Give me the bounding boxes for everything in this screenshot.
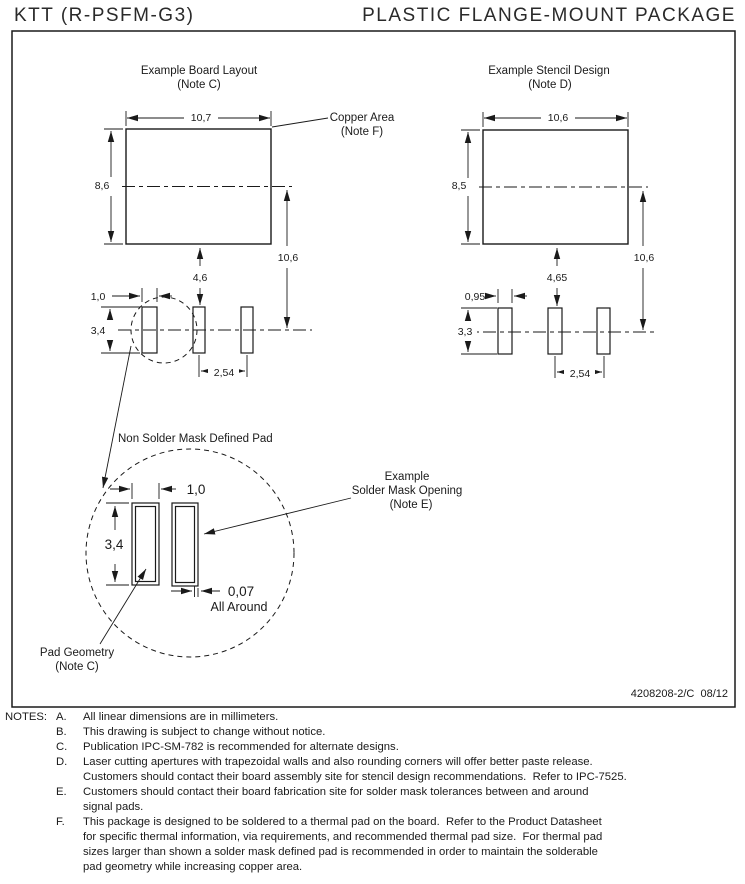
svg-text:10,6: 10,6: [547, 112, 569, 124]
svg-text:8,6: 8,6: [94, 180, 110, 192]
svg-text:(Note E): (Note E): [389, 499, 433, 511]
svg-text:Solder Mask Opening: Solder Mask Opening: [351, 485, 463, 497]
svg-text:4,6: 4,6: [192, 272, 208, 284]
svg-text:3,4: 3,4: [90, 325, 106, 337]
note-f: F. This package is designed to be soldered to a thermal pad on the board. Refer to the Product Datasheet for specific thermal information, via requirements, and recommended thermal pad size. For thermal pad sizes larger than shown a solder mask defined pad is recommended in order to maintain the solderable pad geometry while increasing copper area.: [56, 816, 603, 873]
notes-label: NOTES:: [5, 711, 48, 723]
svg-text:10,7: 10,7: [190, 112, 212, 124]
svg-text:3,3: 3,3: [457, 326, 473, 338]
svg-text:1,0: 1,0: [186, 482, 206, 497]
svg-text:10,6: 10,6: [277, 252, 299, 264]
svg-text:All Around: All Around: [210, 600, 268, 614]
board-layout-title: Example Board Layout: [140, 65, 258, 77]
svg-text:3,4: 3,4: [104, 537, 124, 552]
board-layout-note: (Note C): [177, 79, 221, 91]
svg-text:2,54: 2,54: [569, 368, 591, 380]
svg-text:Copper Area: Copper Area: [329, 112, 395, 124]
svg-text:Example: Example: [384, 471, 430, 483]
note-a: A. All linear dimensions are in millimeters.: [56, 711, 279, 723]
svg-text:2,54: 2,54: [213, 367, 235, 379]
stencil-note: (Note D): [528, 79, 572, 91]
detail-title: Non Solder Mask Defined Pad: [118, 433, 273, 445]
svg-text:(Note F): (Note F): [340, 126, 384, 138]
package-code-title: KTT (R-PSFM-G3): [14, 5, 195, 26]
svg-text:10,6: 10,6: [633, 252, 655, 264]
svg-text:1,0: 1,0: [90, 291, 106, 303]
note-d: D. Laser cutting apertures with trapezoidal walls and also rounding corners will offer better paste release. Customers should contact their board assembly site for stencil design recommendations. Refer to IPC-7525.: [56, 756, 627, 783]
svg-text:0,07: 0,07: [227, 584, 255, 599]
svg-text:4,65: 4,65: [546, 272, 568, 284]
svg-text:8,5: 8,5: [451, 180, 467, 192]
note-c: C. Publication IPC-SM-782 is recommended for alternate designs.: [56, 741, 399, 753]
note-b: B. This drawing is subject to change without notice.: [56, 726, 326, 738]
note-e: E. Customers should contact their board fabrication site for solder mask tolerances between and around signal pads.: [56, 786, 589, 813]
svg-text:Pad Geometry: Pad Geometry: [39, 647, 115, 659]
package-type-title: PLASTIC FLANGE-MOUNT PACKAGE: [362, 5, 736, 26]
svg-text:0,95: 0,95: [464, 291, 486, 303]
notes-section: [5, 710, 741, 875]
stencil-title: Example Stencil Design: [488, 65, 610, 77]
svg-text:(Note C): (Note C): [55, 661, 99, 673]
document-number: 4208208-2/C 08/12: [630, 688, 728, 700]
